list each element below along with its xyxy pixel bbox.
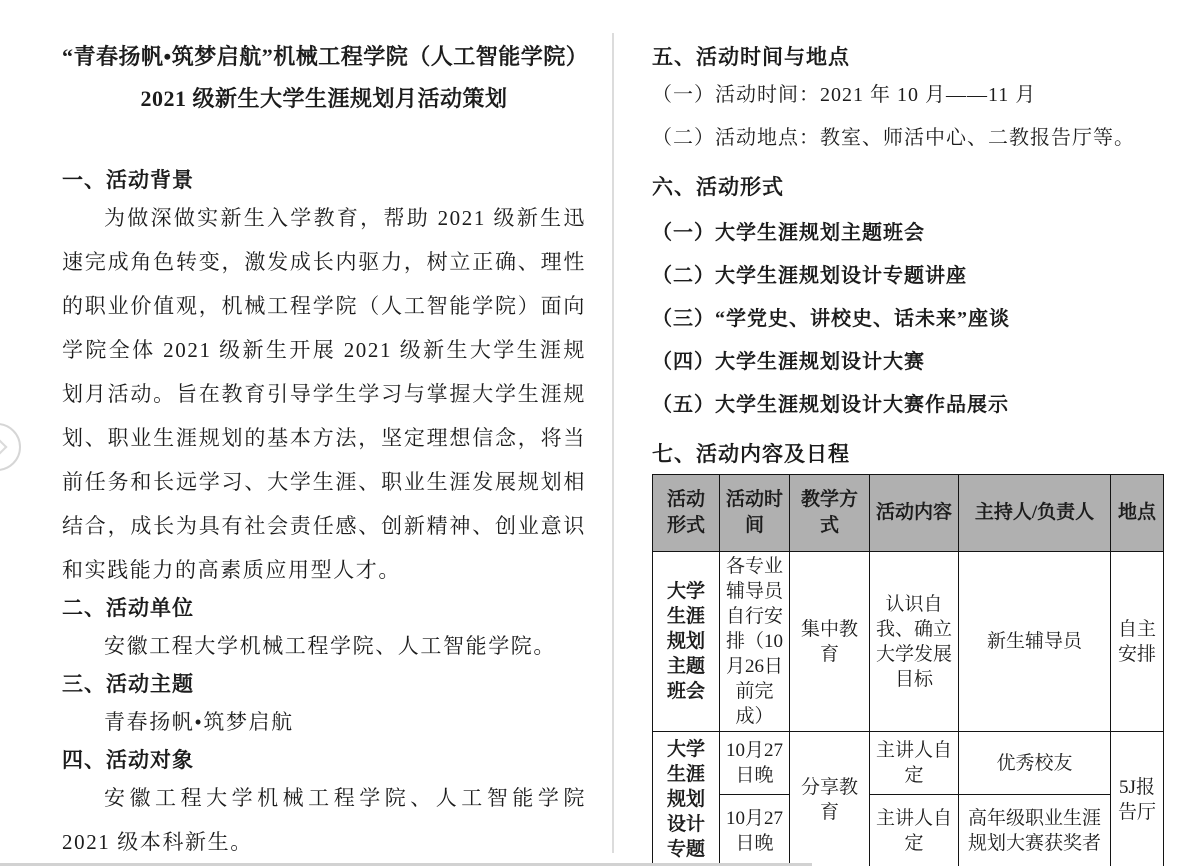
header-activity-content: 活动内容 (870, 475, 959, 552)
section5-item-1: （一）活动时间：2021 年 10 月——11 月 (652, 84, 1037, 106)
page-divider (612, 33, 614, 853)
section6-heading: 六、活动形式 (652, 175, 784, 199)
row3-content: 主讲人自定 (870, 795, 959, 866)
section5-heading: 五、活动时间与地点 (652, 45, 850, 69)
section6-item-4: （四）大学生涯规划设计大赛 (652, 351, 925, 373)
section2-body: 安徽工程大学机械工程学院、人工智能学院。 (104, 634, 556, 658)
schedule-header-row (653, 475, 1164, 552)
section6-item-1: （一）大学生涯规划主题班会 (652, 222, 925, 244)
header-location: 地点 (1111, 475, 1164, 552)
schedule-row-2 (653, 732, 1164, 795)
section5-item-2: （二）活动地点：教室、师活中心、二教报告厅等。 (652, 127, 1135, 149)
schedule-row-3 (653, 795, 1164, 866)
section1-body: 为做深做实新生入学教育，帮助 2021 级新生迅速完成角色转变，激发成长内驱力，树立正确、理性的职业价值观，机械工程学院（人工智能学院）面向学院全体 2021 级新生开展 2021 级新生大学生涯规划月活动。旨在教育引导学生学习与掌握大学生涯规划、职业生涯规划的基本方法，坚定理想信念，将当前任务和长远学习、大学生涯、职业生涯发展规划相结合，成长为具有社会责任感、创新精神、创业意识和实践能力的高素质应用型人才。 (62, 206, 586, 582)
section6-item-5: （五）大学生涯规划设计大赛作品展示 (652, 394, 1009, 416)
section6-item-3: （三）“学党史、讲校史、话未来”座谈 (652, 308, 1010, 330)
schedule-table (652, 474, 1164, 866)
row2-place: 5J报告厅 (1111, 732, 1164, 866)
row1-content: 认识自我、确立大学发展目标 (870, 552, 959, 732)
row2-content: 主讲人自定 (870, 732, 959, 795)
document-title (62, 36, 589, 120)
section3-heading: 三、活动主题 (62, 672, 194, 696)
row2-host: 优秀校友 (959, 732, 1111, 795)
row3-time: 10月27日晚 (720, 795, 790, 866)
row1-method: 集中教育 (790, 552, 870, 732)
row3-host: 高年级职业生涯规划大赛获奖者 (959, 795, 1111, 866)
section1-heading: 一、活动背景 (62, 168, 194, 192)
section4-heading: 四、活动对象 (62, 748, 194, 772)
header-activity-form: 活动形式 (653, 475, 720, 552)
header-teaching-method: 教学方式 (790, 475, 870, 552)
row1-form: 大学生涯规划主题班会 (653, 552, 720, 732)
page-left (62, 36, 589, 864)
page-nav-button[interactable] (0, 423, 21, 471)
header-host: 主持人/负责人 (959, 475, 1111, 552)
page-right (652, 30, 1164, 866)
row1-time: 各专业辅导员自行安排（10月26日前完成） (720, 552, 790, 732)
header-activity-time: 活动时间 (720, 475, 790, 552)
document-title-line2: 2021 级新生大学生涯规划月活动策划 (140, 86, 508, 111)
section7-heading: 七、活动内容及日程 (652, 442, 850, 466)
section6-item-2: （二）大学生涯规划设计专题讲座 (652, 265, 967, 287)
row2-time: 10月27日晚 (720, 732, 790, 795)
section2-heading: 二、活动单位 (62, 596, 194, 620)
section3-body: 青春扬帆•筑梦启航 (104, 710, 294, 734)
schedule-row-1 (653, 552, 1164, 732)
section4-body: 安徽工程大学机械工程学院、人工智能学院 2021 级本科新生。 (62, 786, 586, 854)
row2-form: 大学生涯规划设计专题 (653, 732, 720, 866)
row2-method: 分享教育 (790, 732, 870, 866)
row1-place: 自主安排 (1111, 552, 1164, 732)
section6-items (652, 212, 1164, 427)
row1-host: 新生辅导员 (959, 552, 1111, 732)
document-title-line1: “青春扬帆•筑梦启航”机械工程学院（人工智能学院） (62, 44, 589, 69)
chevron-right-icon (0, 439, 7, 456)
